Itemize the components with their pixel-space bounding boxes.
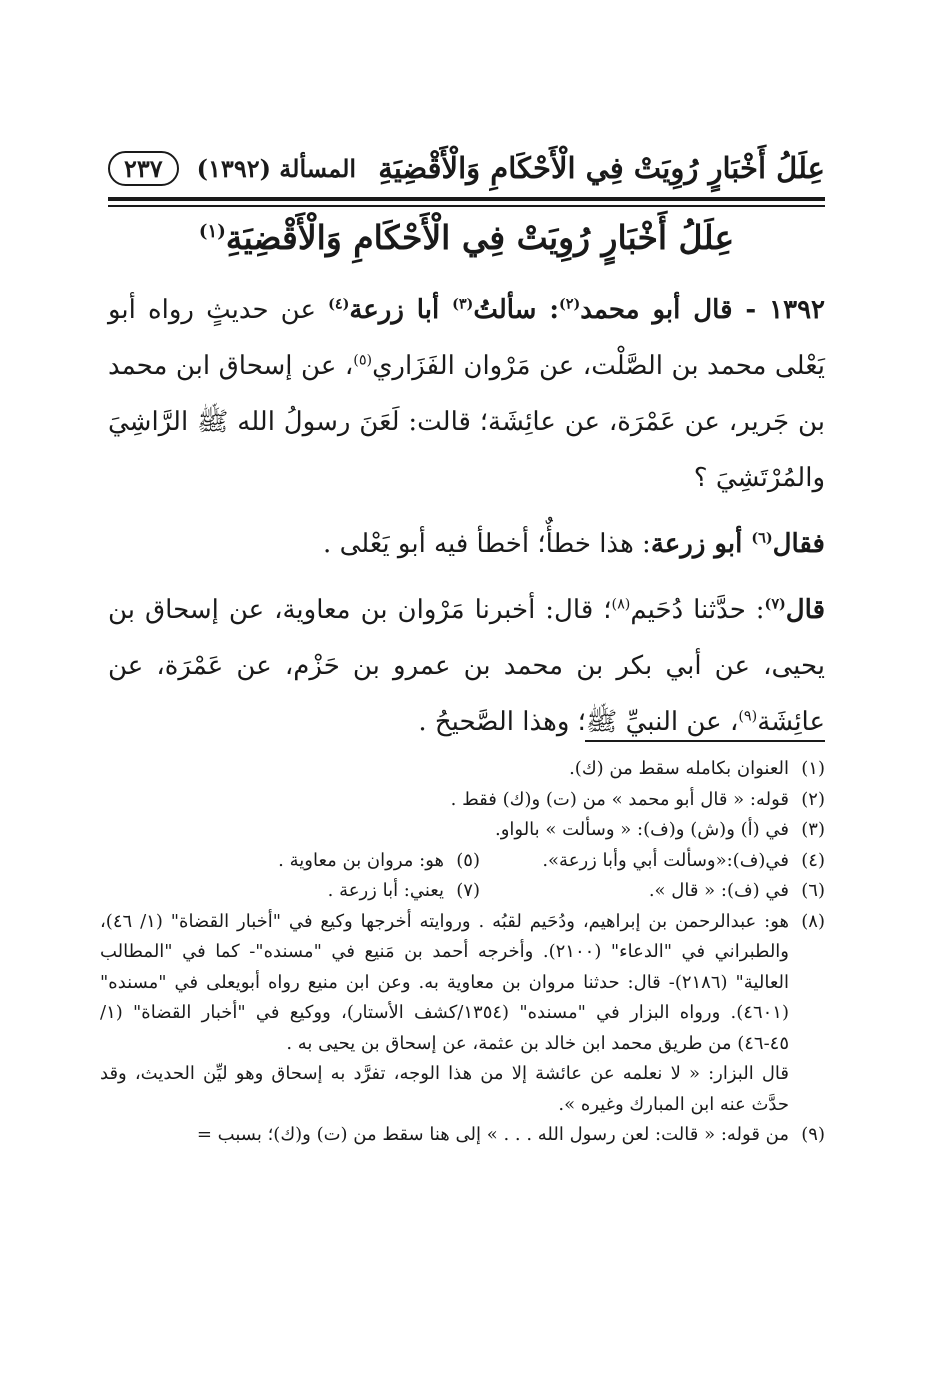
footnote-text: في(ف):«وسألت أبي وأبا زرعة». [542, 849, 789, 871]
footnote-pair [100, 876, 825, 907]
text-segment: : سألتُ [473, 295, 559, 325]
footnote-item [100, 754, 825, 785]
footnote-marker: (٩) [738, 708, 758, 725]
footnote-item [135, 876, 480, 907]
footnote-number: (٨) [801, 910, 825, 932]
footnote-item [480, 876, 825, 907]
footnote-number: (١) [801, 758, 825, 779]
footnote-marker: (٦) [751, 530, 773, 547]
footnote-text: العنوان بكامله سقط من (ك). [569, 758, 789, 779]
footnote-marker: (٧) [764, 596, 786, 613]
text-segment: أبا زرعة [349, 295, 453, 325]
issue-lead: ١٣٩٢ - قال أبو محمد [580, 295, 825, 325]
header-rule-thick [108, 197, 825, 201]
footnote-continuation: قال البزار: « لا نعلمه عن عائشة إلا من هذا الوجه، تفرَّد به إسحاق وهو ليِّن الحديث، وقد حدَّث عنه ابن المبارك وغيره ». [100, 1063, 789, 1115]
text-segment: فقال [772, 529, 825, 559]
text-segment: : حدَّثنا دُحَيم [630, 595, 765, 625]
text-segment: أبو زرعة [650, 529, 752, 559]
footnote-marker: (٣) [452, 296, 474, 313]
chapter-title [108, 218, 825, 257]
paragraph-answer [108, 516, 825, 572]
footnote-text: في (أ) و(ش) و(ف): « وسألت » بالواو. [494, 819, 789, 840]
footnote-item [135, 846, 480, 877]
footnote-marker: (٨) [611, 596, 631, 613]
footnote-number: (٤) [801, 849, 825, 871]
running-header [108, 140, 825, 196]
footnote-marker: (٤) [328, 296, 350, 313]
footnote-marker: (١) [198, 221, 226, 242]
footnote-number: (٢) [801, 788, 825, 810]
footnote-text: هو: عبدالرحمن بن إبراهيم، ودُحَيم لقبُه . وروايته أخرجها وكيع في "أخبار القضاة" (١/ ٤٦)، والطبراني في "الدعاء" (٢١٠٠). وأخرجه أحمد بن مَنيع في "مسنده"- كما في "المطالب العالية" (٢١٨٦)- قال: حدثنا مروان بن معاوية به. وعن ابن منيع رواه أبويعلى في "مسنده" (٤٦٠١). ورواه البزار في "مسنده" (١٣٥٤/كشف الأستار)، ووكيع في "أخبار القضاة" (١/ ٤٥-٤٦) من طريق محمد ابن خالد بن عثمة، عن إسحاق بن يحيى به . [100, 910, 790, 1054]
main-text [108, 282, 825, 750]
footnote-number: (٧) [456, 880, 480, 901]
footnote-number: (٣) [801, 819, 825, 840]
footnote-number: (٦) [801, 880, 825, 901]
text-segment: : هذا خطأٌ؛ أخطأ فيه أبو يَعْلى . [323, 529, 651, 559]
footnote-marker: (٢) [558, 296, 581, 313]
text-segment: ، عن النبيِّ ﷺ؛ وهذا الصَّحيحُ . [418, 707, 739, 737]
footnote-text: يعني: أبا زرعة . [327, 880, 444, 901]
footnote-marker: (٥) [353, 352, 373, 369]
footnote-text: من قوله: « قالت: لعن رسول الله . . . » إلى هنا سقط من (ت) و(ك)؛ بسبب = [196, 1124, 789, 1145]
footnote-text: هو: مروان بن معاوية . [278, 849, 444, 871]
paragraph-correct-chain [108, 582, 825, 750]
header-rule-thin [108, 205, 825, 207]
text-segment: قال [785, 595, 826, 625]
footnotes [100, 754, 825, 1151]
paragraph-question [108, 282, 825, 506]
text-segment: ، عن إسحاق ابن محمد بن جَرير، عن عَمْرَة، عن عائِشَة؛ قالت: لَعَنَ رسولُ الله ﷺ الرَّاشِيَ والمُرْتَشِيَ ؟ [108, 351, 825, 493]
footnote-text: قوله: « قال أبو محمد » من (ت) و(ك) فقط . [450, 788, 789, 810]
footnote-item [100, 1120, 825, 1151]
text-segment: ؛ قال: أخبرنا مَرْوان بن معاوية، عن إسحاق بن يحيى، عن أبي بكر بن محمد بن عمرو بن حَزْم، عن عَمْرَة، عن عائِشَة [108, 595, 825, 737]
chapter-title-text: عِلَلُ أَخْبَارٍ رُوِيَتْ فِي الْأَحْكَامِ وَالْأَقْضِيَةِ [225, 218, 735, 257]
footnote-item [480, 846, 825, 877]
footnote-item [100, 815, 825, 846]
footnote-pair [100, 846, 825, 877]
footnote-separator [585, 740, 825, 742]
text-segment: عن حديثٍ رواه أبو يَعْلى محمد بن الصَّلْت، عن مَرْوان الفَزَاري [108, 295, 825, 381]
issue-reference: المسألة (١٣٩٢) [196, 153, 357, 183]
footnote-item [100, 907, 825, 1060]
footnote-text: في (ف): « قال ». [648, 880, 789, 901]
header-left-group [108, 151, 356, 186]
footnote-number: (٥) [456, 849, 480, 871]
running-title: عِلَلُ أَخْبَارٍ رُوِيَتْ فِي الْأَحْكَامِ وَالْأَقْضِيَةِ [378, 151, 825, 185]
footnote-number: (٩) [801, 1124, 825, 1145]
footnote-item [100, 785, 825, 816]
page-number: ٢٣٧ [108, 151, 179, 186]
